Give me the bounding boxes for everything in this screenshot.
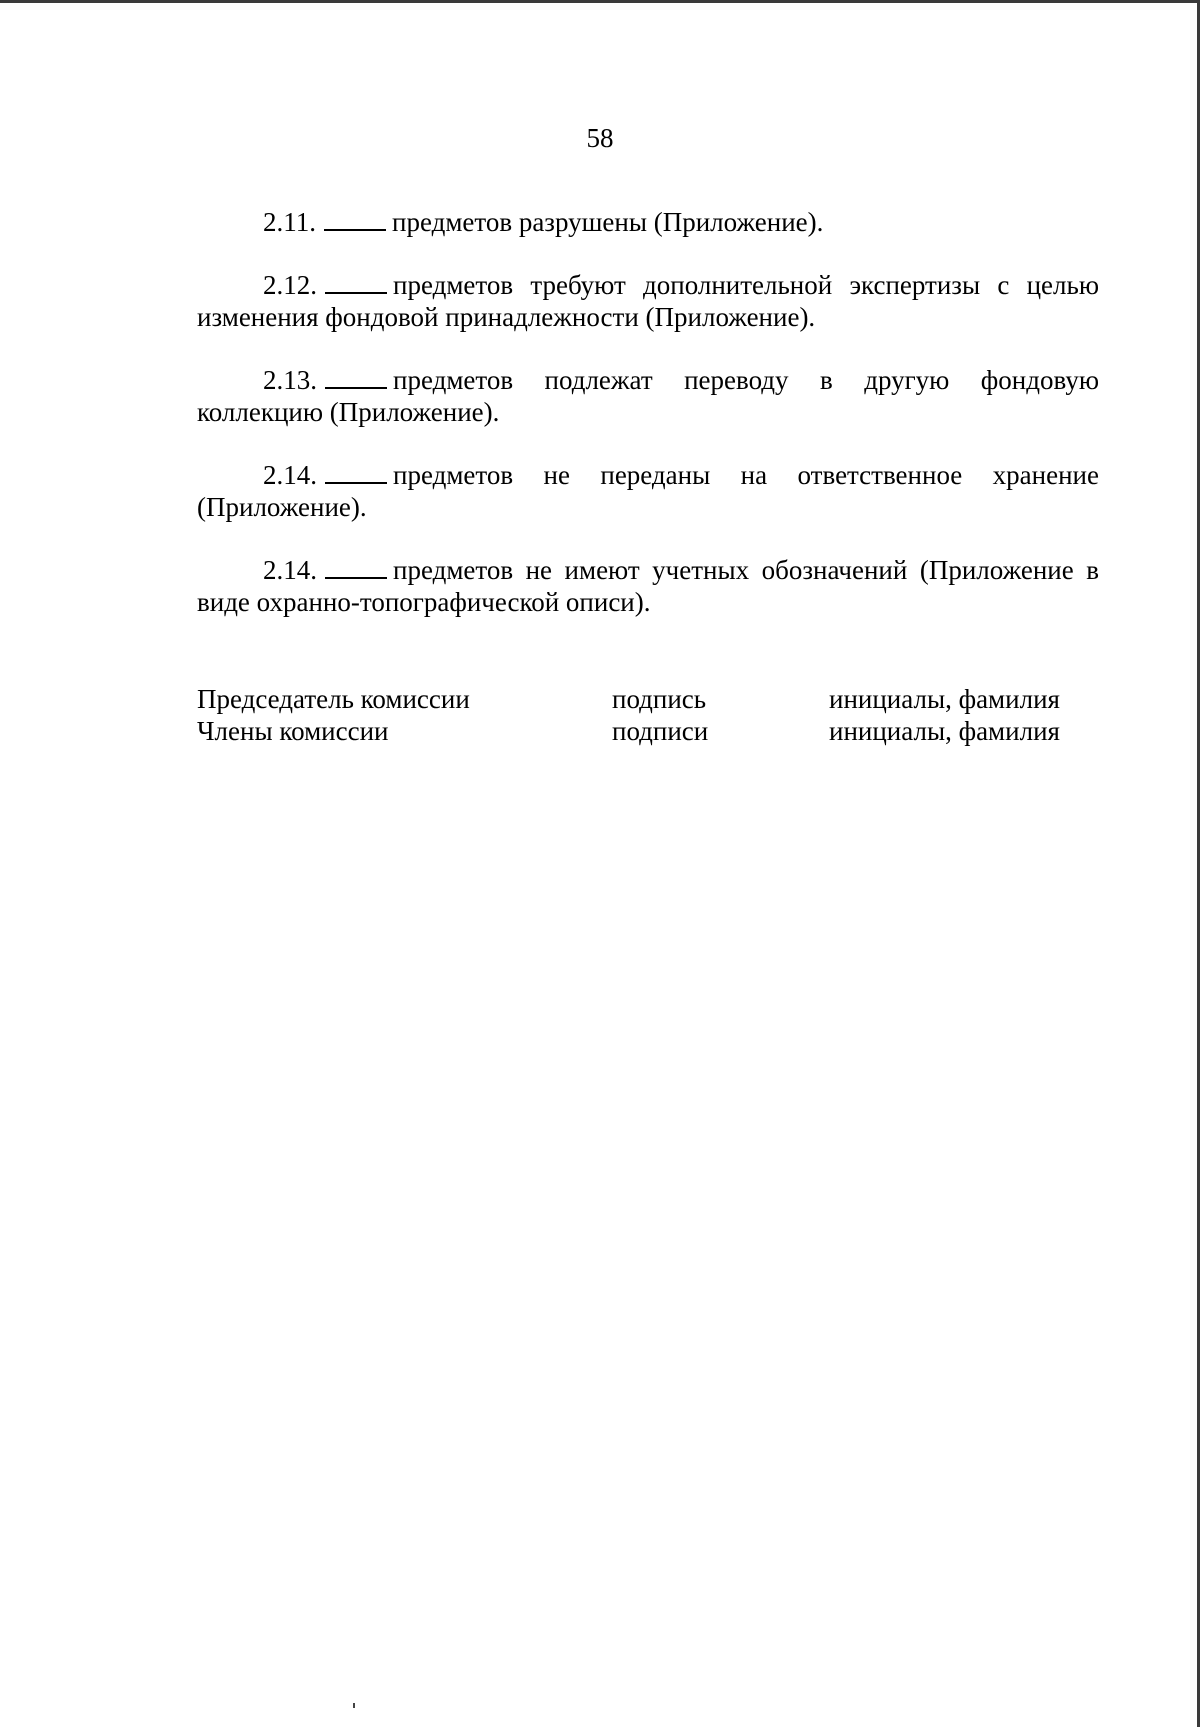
signature-name-placeholder: инициалы, фамилия — [829, 716, 1060, 746]
blank-line — [324, 207, 386, 231]
scan-speck — [353, 1703, 355, 1708]
signature-placeholder: подписи — [612, 716, 709, 746]
list-item-2-14-a — [197, 459, 1099, 523]
item-number: 2.12. — [263, 270, 317, 300]
signature-name-placeholder: инициалы, фамилия — [829, 684, 1060, 714]
blank-line — [325, 270, 387, 294]
list-item-2-13 — [197, 364, 1099, 428]
item-text: предметов разрушены (Приложение). — [392, 207, 824, 237]
item-number: 2.13. — [263, 365, 317, 395]
item-number: 2.14. — [263, 555, 317, 585]
signature-row-chairman — [197, 683, 1099, 715]
document-body — [197, 206, 1099, 649]
page-number: 58 — [586, 123, 614, 153]
item-text: предметов требуют дополнительной экспертизы с целью изменения фондовой принадлежности (Приложение). — [197, 270, 1099, 332]
list-item-2-14-b — [197, 554, 1099, 618]
signature-placeholder: подпись — [612, 684, 707, 714]
blank-line — [325, 555, 387, 579]
item-number: 2.11. — [263, 207, 316, 237]
list-item-2-11 — [197, 206, 1099, 238]
item-number: 2.14. — [263, 460, 317, 490]
item-text: предметов не имеют учетных обозначений (Приложение в виде охранно-топографической описи). — [197, 555, 1099, 617]
list-item-2-12 — [197, 269, 1099, 333]
item-text: предметов подлежат переводу в другую фондовую коллекцию (Приложение). — [197, 365, 1099, 427]
item-text: предметов не переданы на ответственное хранение (Приложение). — [197, 460, 1099, 522]
signature-row-members — [197, 715, 1099, 747]
blank-line — [325, 460, 387, 484]
signature-role: Члены комиссии — [197, 716, 389, 746]
blank-line — [325, 365, 387, 389]
signature-block — [197, 683, 1099, 747]
signature-role: Председатель комиссии — [197, 684, 470, 714]
